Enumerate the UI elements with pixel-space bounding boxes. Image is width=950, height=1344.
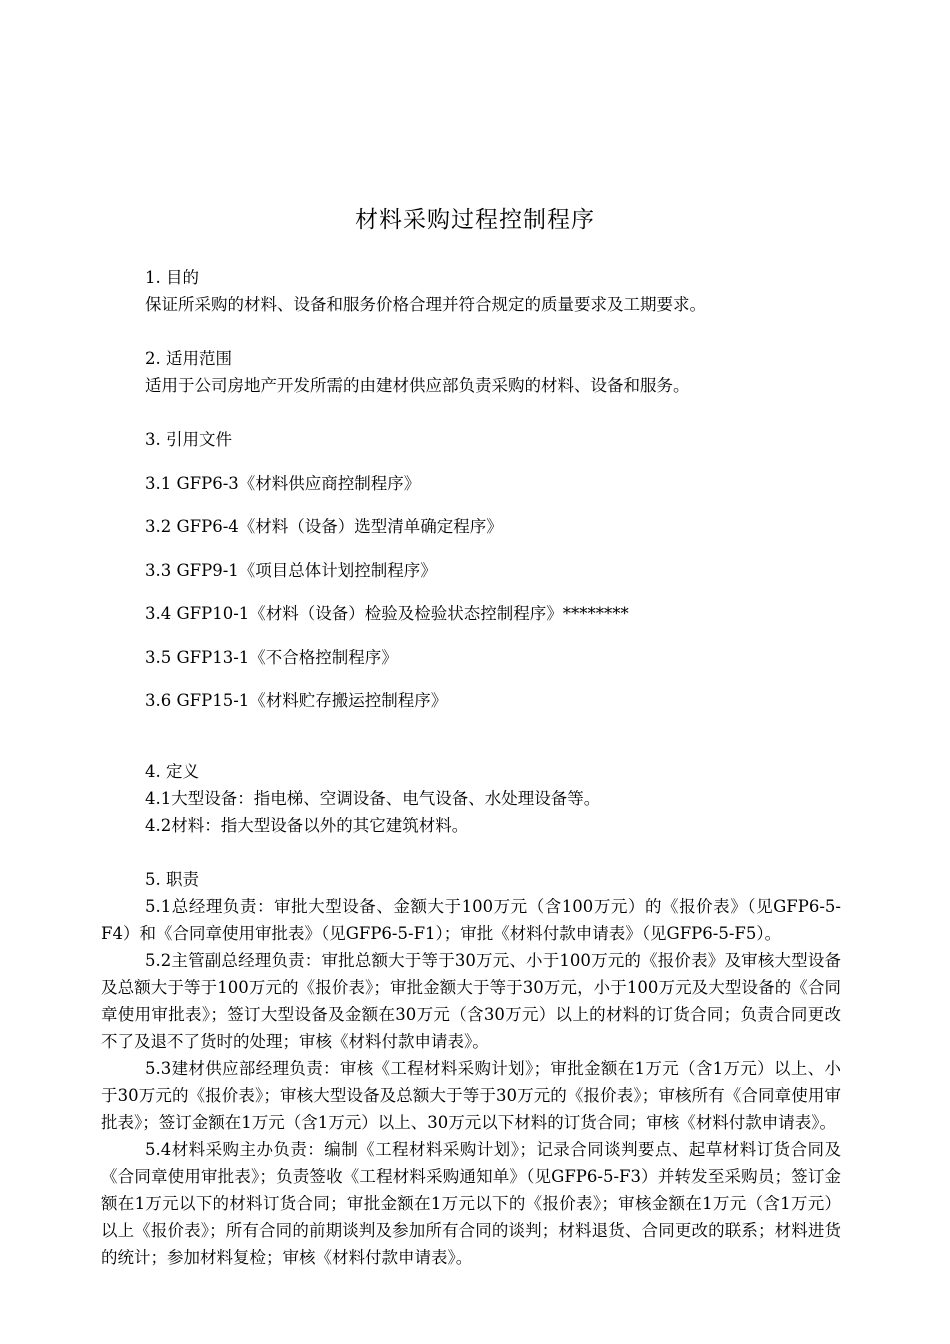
reference-item: 3.4 GFP10-1《材料（设备）检验及检验状态控制程序》******** bbox=[145, 604, 629, 623]
section-5-heading: 5. 职责 bbox=[145, 869, 199, 889]
responsibility-paragraph: 5.2主管副总经理负责：审批总额大于等于30万元、小于100万元的《报价表》及审核大型设备及总额大于等于100万元的《报价表》；审批金额大于等于30万元，小于100万元及大型设备的《合同章使用审批表》；签订大型设备及金额在30万元（含30万元）以上的材料的订货合同；负责合同更改不了及退不了货时的处理；审核《材料付款申请表》。 bbox=[101, 950, 841, 1051]
section-1-text: 保证所采购的材料、设备和服务价格合理并符合规定的质量要求及工期要求。 bbox=[145, 295, 706, 314]
responsibility-paragraph: 5.1总经理负责：审批大型设备、金额大于100万元（含100万元）的《报价表》（见GFP6-5-F4）和《合同章使用审批表》（见GFP6-5-F1）；审批《材料付款申请表》（见GFP6-5-F5）。 bbox=[101, 896, 841, 943]
reference-item: 3.1 GFP6-3《材料供应商控制程序》 bbox=[145, 473, 421, 493]
definition-item: 4.1大型设备：指电梯、空调设备、电气设备、水处理设备等。 bbox=[145, 788, 601, 808]
reference-item: 3.3 GFP9-1《项目总体计划控制程序》 bbox=[145, 560, 437, 580]
section-3-heading: 3. 引用文件 bbox=[145, 430, 232, 449]
reference-item: 3.6 GFP15-1《材料贮存搬运控制程序》 bbox=[145, 691, 448, 710]
document-body bbox=[101, 264, 841, 1271]
section-2-heading: 2. 适用范围 bbox=[145, 349, 232, 368]
document-title: 材料采购过程控制程序 bbox=[355, 207, 595, 233]
responsibility-paragraph: 5.4材料采购主办负责：编制《工程材料采购计划》；记录合同谈判要点、起草材料订货合同及《合同章使用审批表》；负责签收《工程材料采购通知单》（见GFP6-5-F3）并转发至采购员；签订金额在1万元以下的材料订货合同；审批金额在1万元以下的《报价表》；审核金额在1万元（含1万元）以上《报价表》；所有合同的前期谈判及参加所有合同的谈判；材料退货、合同更改的联系；材料进货的统计；参加材料复检；审核《材料付款申请表》。 bbox=[101, 1139, 841, 1267]
definition-item: 4.2材料：指大型设备以外的其它建筑材料。 bbox=[145, 815, 469, 835]
responsibility-paragraph: 5.3建材供应部经理负责：审核《工程材料采购计划》；审批金额在1万元（含1万元）以上、小于30万元的《报价表》；审核大型设备及总额大于等于30万元的《报价表》；审核所有《合同章使用审批表》；签订金额在1万元（含1万元）以上、30万元以下材料的订货合同；审核《材料付款申请表》。 bbox=[101, 1058, 841, 1132]
reference-item: 3.5 GFP13-1《不合格控制程序》 bbox=[145, 647, 398, 667]
reference-item: 3.2 GFP6-4《材料（设备）选型清单确定程序》 bbox=[145, 517, 503, 536]
section-1-heading: 1. 目的 bbox=[145, 268, 199, 287]
section-2-text: 适用于公司房地产开发所需的由建材供应部负责采购的材料、设备和服务。 bbox=[145, 376, 690, 395]
section-4-heading: 4. 定义 bbox=[145, 761, 199, 781]
